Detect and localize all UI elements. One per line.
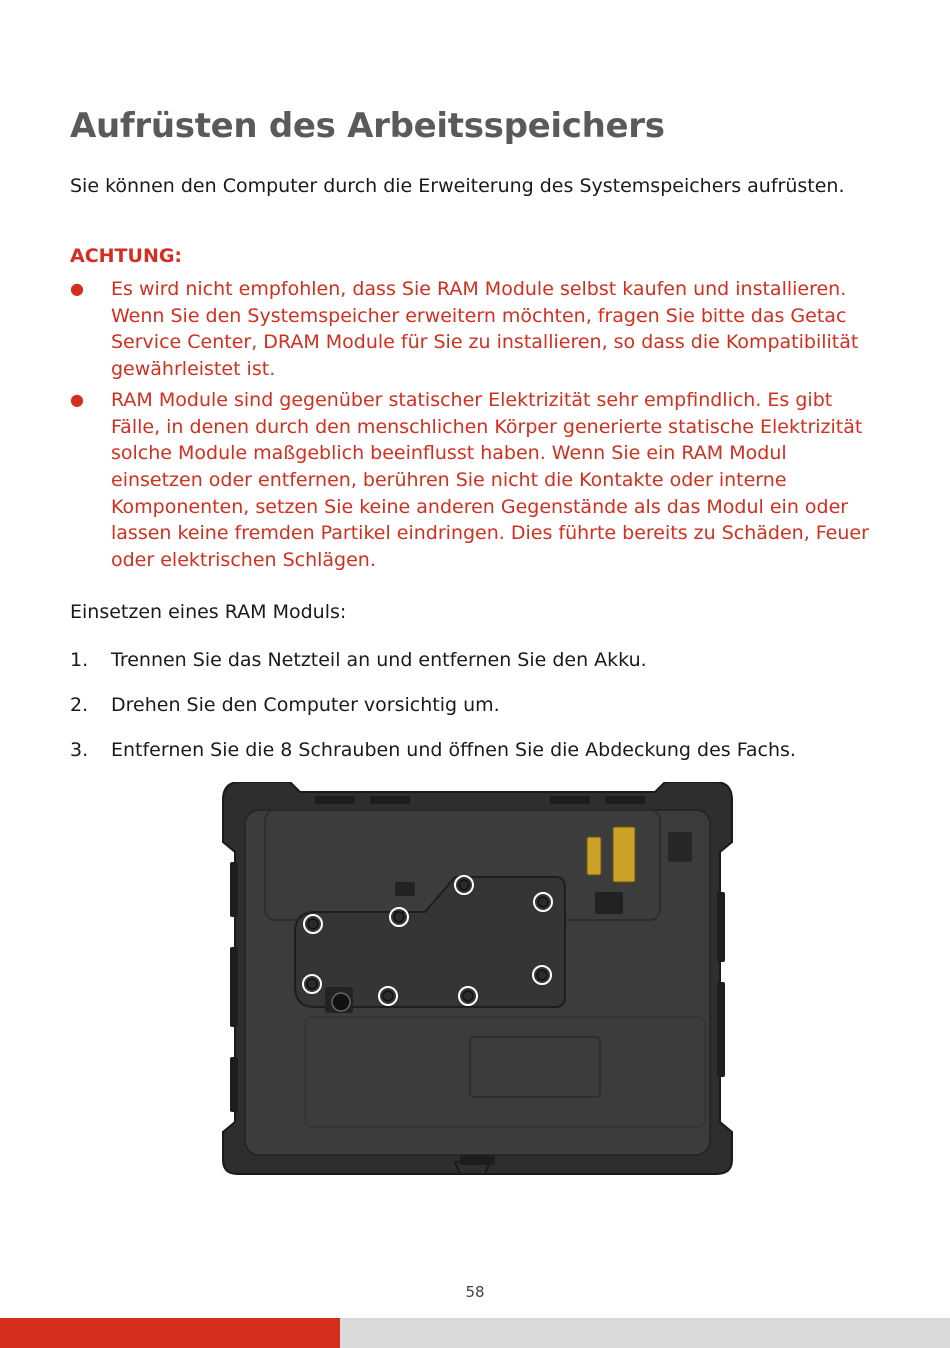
- step-text: Drehen Sie den Computer vorsichtig um.: [111, 694, 500, 716]
- bullet-icon: ●: [70, 279, 84, 298]
- caution-label: ACHTUNG:: [70, 245, 183, 267]
- step-text: Entfernen Sie die 8 Schrauben und öffnen Sie die Abdeckung des Fachs.: [111, 739, 796, 761]
- step-number: 2.: [70, 694, 89, 716]
- footer-bar: [340, 1318, 950, 1348]
- page-number: 58: [465, 1283, 485, 1301]
- bullet-icon: ●: [70, 389, 84, 409]
- footer-accent-bar: [0, 1318, 340, 1348]
- caution-list: [70, 276, 880, 578]
- caution-item: [70, 276, 880, 383]
- step-item: [70, 692, 890, 719]
- step-number: 3.: [70, 739, 89, 761]
- step-item: [70, 737, 890, 764]
- section-label: Einsetzen eines RAM Moduls:: [70, 601, 347, 623]
- page-title: Aufrüsten des Arbeitsspeichers: [70, 106, 665, 146]
- step-text: Trennen Sie das Netzteil an und entfernen Sie den Akku.: [111, 649, 647, 671]
- caution-item-text: Es wird nicht empfohlen, dass Sie RAM Module selbst kaufen und installieren. Wenn Sie den Systemspeicher erweitern möchten, fragen Sie bitte das Getac Service Center, DRAM Module für Sie zu installieren, so dass die Kompatibilität gewährleistet ist.: [111, 278, 859, 381]
- caution-item-text: RAM Module sind gegenüber statischer Elektrizität sehr empfindlich. Es gibt Fälle, in denen durch den menschlichen Körper generierte statische Elektrizität solche Module maßgeblich beeinflusst haben. Wenn Sie ein RAM Modul einsetzen oder entfernen, berühren Sie nicht die Kontakte oder interne Komponenten, setzen Sie keine anderen Gegenstände als das Modul ein oder lassen keine fremden Partikel eindringen. Dies führte bereits zu Schäden, Feuer oder elektrischen Schlägen.: [111, 388, 869, 572]
- tablet-back-illustration: [220, 782, 735, 1177]
- intro-paragraph: Sie können den Computer durch die Erweiterung des Systemspeichers aufrüsten.: [70, 175, 845, 197]
- step-item: [70, 647, 890, 674]
- steps-list: [70, 647, 890, 782]
- caution-item: [70, 387, 880, 574]
- step-number: 1.: [70, 649, 89, 671]
